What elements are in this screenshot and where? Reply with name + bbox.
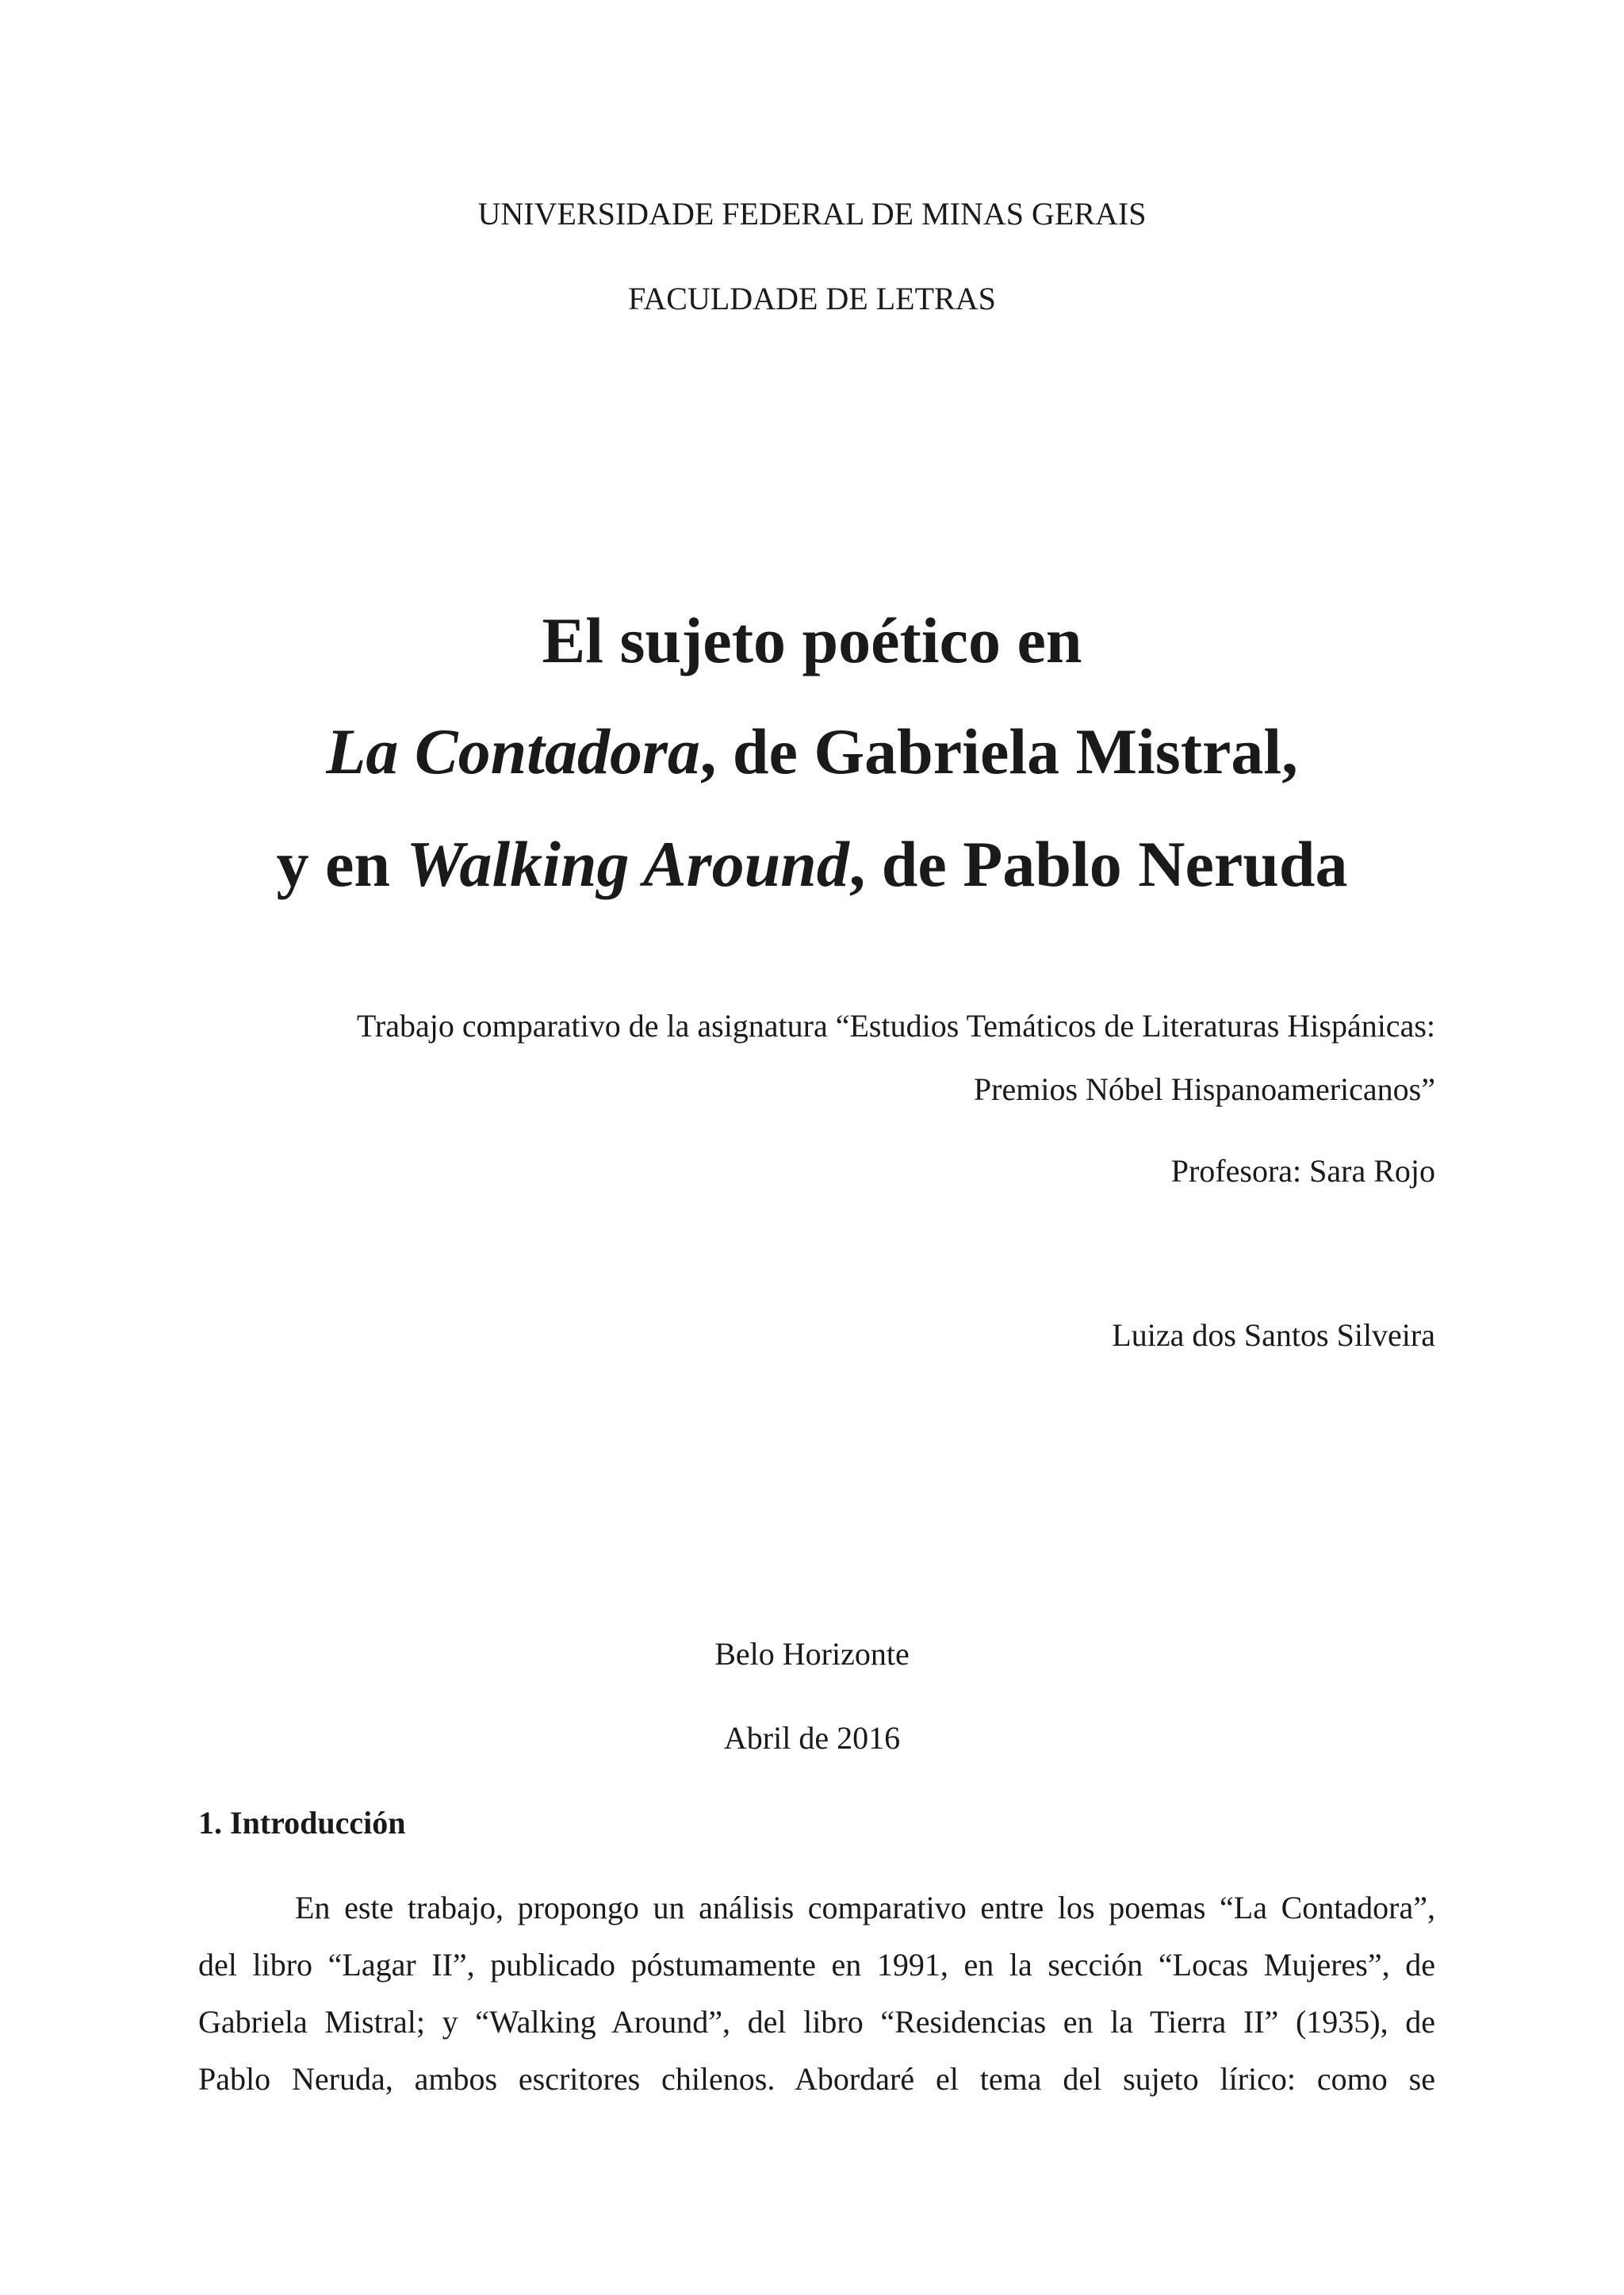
paragraph-line: Pablo Neruda, ambos escritores chilenos. Abordaré el tema del sujeto lírico: como se [198, 2061, 1435, 2097]
title-line-2-rest: , de Gabriela Mistral, [699, 715, 1298, 787]
title-line-3-start: y en [276, 828, 407, 900]
title-line-2 [0, 714, 1624, 790]
faculty-name: FACULDADE DE LETRAS [628, 281, 996, 316]
paragraph-line: En este trabajo, propongo un análisis comparativo entre los poemas “La Contadora”, [295, 1890, 1435, 1925]
place: Belo Horizonte [714, 1636, 910, 1672]
university-name: UNIVERSIDADE FEDERAL DE MINAS GERAIS [477, 196, 1147, 232]
section-heading: 1. Introducción [198, 1805, 406, 1841]
date: Abril de 2016 [723, 1720, 901, 1756]
title-line-3 [0, 826, 1624, 902]
introduction-paragraph [198, 1889, 1435, 2117]
title-line-1: El sujeto poético en [542, 604, 1082, 676]
subtitle-line-1: Trabajo comparativo de la asignatura “Estudios Temáticos de Literaturas Hispánicas: [356, 1008, 1435, 1044]
professor: Profesora: Sara Rojo [1170, 1153, 1435, 1189]
title-work-neruda: Walking Around [406, 828, 849, 900]
title-work-mistral: La Contadora [326, 715, 700, 787]
paragraph-line: del libro “Lagar II”, publicado póstumamente en 1991, en la sección “Locas Mujeres”, de [198, 1947, 1435, 1983]
author: Luiza dos Santos Silveira [1112, 1317, 1435, 1353]
paragraph-line: Gabriela Mistral; y “Walking Around”, del libro “Residencias en la Tierra II” (1935), de [198, 2004, 1435, 2040]
title-line-3-rest: , de Pablo Neruda [848, 828, 1348, 900]
subtitle-line-2: Premios Nóbel Hispanoamericanos” [973, 1071, 1435, 1107]
